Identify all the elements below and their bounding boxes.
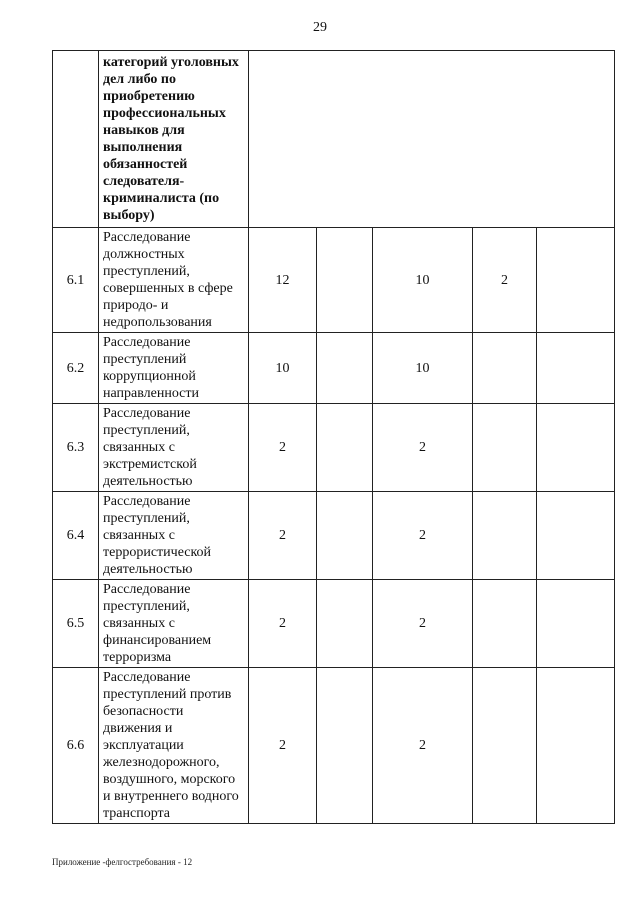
continuation-name-cell: категорий уголовных дел либо по приобретению профессиональных навыков для выполнения обязанностей следователя-криминалиста (по выбору) bbox=[99, 51, 249, 228]
hours-col-4 bbox=[473, 580, 537, 668]
hours-total: 2 bbox=[249, 668, 317, 824]
hours-col-2 bbox=[317, 668, 373, 824]
table-row bbox=[53, 404, 615, 492]
table-row bbox=[53, 580, 615, 668]
hours-col-5 bbox=[537, 228, 615, 333]
row-topic: Расследование преступлений коррупционной направленности bbox=[99, 333, 249, 404]
hours-col-3: 2 bbox=[373, 668, 473, 824]
hours-total: 2 bbox=[249, 580, 317, 668]
hours-col-5 bbox=[537, 404, 615, 492]
hours-col-2 bbox=[317, 580, 373, 668]
hours-total: 2 bbox=[249, 404, 317, 492]
row-topic: Расследование преступлений, связанных с террористической деятельностью bbox=[99, 492, 249, 580]
row-number: 6.4 bbox=[53, 492, 99, 580]
hours-col-3: 2 bbox=[373, 492, 473, 580]
hours-col-3: 10 bbox=[373, 228, 473, 333]
hours-col-4 bbox=[473, 333, 537, 404]
hours-col-4 bbox=[473, 404, 537, 492]
table-row bbox=[53, 333, 615, 404]
row-number: 6.5 bbox=[53, 580, 99, 668]
table-row bbox=[53, 492, 615, 580]
hours-col-5 bbox=[537, 580, 615, 668]
hours-col-4 bbox=[473, 668, 537, 824]
hours-col-2 bbox=[317, 333, 373, 404]
hours-total: 10 bbox=[249, 333, 317, 404]
hours-col-5 bbox=[537, 492, 615, 580]
continuation-hours-cell bbox=[249, 51, 615, 228]
curriculum-table bbox=[52, 50, 615, 824]
row-topic: Расследование должностных преступлений, совершенных в сфере природо- и недропользования bbox=[99, 228, 249, 333]
hours-col-5 bbox=[537, 668, 615, 824]
page-footer: Приложение -фелгострeбования - 12 bbox=[52, 857, 193, 867]
table-row bbox=[53, 668, 615, 824]
hours-col-3: 2 bbox=[373, 404, 473, 492]
continuation-row bbox=[53, 51, 615, 228]
row-number: 6.6 bbox=[53, 668, 99, 824]
hours-total: 12 bbox=[249, 228, 317, 333]
row-number: 6.1 bbox=[53, 228, 99, 333]
hours-col-2 bbox=[317, 228, 373, 333]
row-topic: Расследование преступлений, связанных с финансированием терроризма bbox=[99, 580, 249, 668]
row-topic: Расследование преступлений, связанных с экстремистской деятельностью bbox=[99, 404, 249, 492]
hours-col-4: 2 bbox=[473, 228, 537, 333]
hours-col-3: 10 bbox=[373, 333, 473, 404]
hours-col-5 bbox=[537, 333, 615, 404]
hours-total: 2 bbox=[249, 492, 317, 580]
row-number: 6.2 bbox=[53, 333, 99, 404]
hours-col-2 bbox=[317, 404, 373, 492]
hours-col-3: 2 bbox=[373, 580, 473, 668]
row-topic: Расследование преступлений против безопасности движения и эксплуатации железнодорожного, воздушного, морского и внутреннего водного транспорта bbox=[99, 668, 249, 824]
table-row bbox=[53, 228, 615, 333]
row-number: 6.3 bbox=[53, 404, 99, 492]
hours-col-4 bbox=[473, 492, 537, 580]
page-number: 29 bbox=[313, 20, 327, 35]
hours-col-2 bbox=[317, 492, 373, 580]
continuation-num-cell bbox=[53, 51, 99, 228]
